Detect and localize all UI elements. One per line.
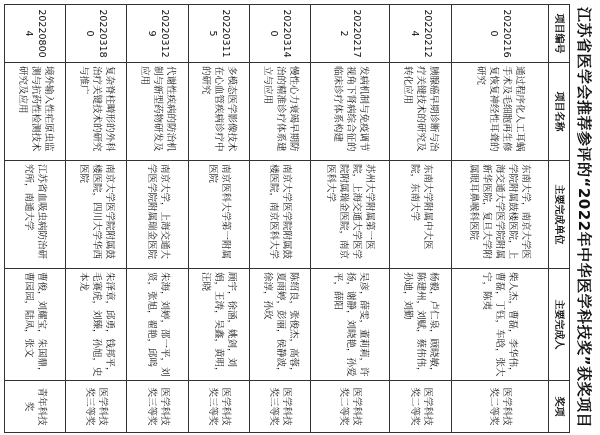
project-id: 202202160 bbox=[451, 5, 548, 63]
header-project-name: 项目名称 bbox=[549, 63, 570, 161]
award-level: 医学科技奖三等奖 bbox=[188, 381, 249, 433]
table-row bbox=[249, 5, 310, 433]
project-id: 202203140 bbox=[249, 5, 310, 63]
table-row bbox=[451, 5, 548, 433]
header-units: 主要完成单位 bbox=[549, 161, 570, 269]
award-level: 医学科技奖三等奖 bbox=[249, 381, 310, 433]
table-row bbox=[127, 5, 188, 433]
header-project-id: 项目编号 bbox=[549, 5, 570, 63]
main-people: 朱泽章，邱勇，钱邦平，毛赛虎，刘臻，孙旭，史本龙 bbox=[66, 269, 127, 381]
main-units: 江苏省血吸虫病防治研究所，南通大学 bbox=[5, 161, 66, 269]
project-name: 代谢性疾病的防治机制与新型药物研发及应用 bbox=[127, 63, 188, 161]
main-people: 顾宇，徐涵，姚剑，刘娟，王涛，吴鑫，黄明，汪晓 bbox=[188, 269, 249, 381]
project-name: 复杂脊柱畸形的外科治疗关键技术的研究与推广 bbox=[66, 63, 127, 161]
main-units: 东南大学附属中大医院，东南大学 bbox=[390, 161, 451, 269]
award-level: 青年科技奖 bbox=[5, 381, 66, 433]
main-units: 南京医科大学第一附属医院 bbox=[188, 161, 249, 269]
main-units: 南京大学医学院附属鼓楼医院，南京医科大学 bbox=[249, 161, 310, 269]
project-id: 202202124 bbox=[390, 5, 451, 63]
main-people: 曹俊，刘耀宝，朱国鼎，曹园园，陆凤，张文 bbox=[5, 269, 66, 381]
main-units: 苏州大学附属第一医院，上海交通大学医学院附属瑞金医院，南京医科大学 bbox=[311, 161, 390, 269]
project-name: 境外输入性疟原虫监测与抗药性检测技术研究及应用 bbox=[5, 63, 66, 161]
main-units: 南京大学医学院附属鼓楼医院，四川大学华西医院 bbox=[66, 161, 127, 269]
main-people: 朱海，刘婷，邵一平，刘贤，张旭，翟艳，邱鸣 bbox=[127, 269, 188, 381]
project-name: 慢性心力衰竭早期防治的精准诊疗体系建立与应用 bbox=[249, 63, 310, 161]
project-id: 202203180 bbox=[66, 5, 127, 63]
award-level: 医学科技奖三等奖 bbox=[127, 381, 188, 433]
table-row bbox=[188, 5, 249, 433]
award-level: 医学科技奖三等奖 bbox=[66, 381, 127, 433]
table-row bbox=[66, 5, 127, 433]
award-level: 医学科技奖二等奖 bbox=[451, 381, 548, 433]
document-title: 江苏省医学会推荐参评的“2022年中华医学科技奖”获奖项目 bbox=[575, 7, 594, 428]
main-people: 柴人杰，曹磊，李华伟，曹磊，丁钰，车晗，张大宁，陈夷 bbox=[451, 269, 548, 381]
award-level: 医学科技奖二等奖 bbox=[311, 381, 390, 433]
table-row bbox=[390, 5, 451, 433]
project-id: 202203129 bbox=[127, 5, 188, 63]
main-people: 陈绍良，张俊杰，高蓉，夏雨婷，彭丽，侯静波，徐淳，孙玫 bbox=[249, 269, 310, 381]
header-people: 主要完成人 bbox=[549, 269, 570, 381]
project-id: 202203115 bbox=[188, 5, 249, 63]
main-people: 杨毅，卢仁泉，顾晓敏，陈建州，刘赋，蔡伟伟，孙迪，刘勤 bbox=[390, 269, 451, 381]
project-id: 202208004 bbox=[5, 5, 66, 63]
header-award: 奖项 bbox=[549, 381, 570, 433]
project-name: 多模态医学影像技术在心血管疾病诊疗中的研究 bbox=[188, 63, 249, 161]
main-units: 南京大学，上海交通大学医学院附属瑞金医院 bbox=[127, 161, 188, 269]
project-id: 202202172 bbox=[311, 5, 390, 63]
main-people: 吴彦，薛雯，董莉莉，许扬，谢静，刘晓艳，孙爱平，薛阳 bbox=[311, 269, 390, 381]
table-header-row bbox=[549, 5, 570, 433]
table-row bbox=[5, 5, 66, 433]
project-name: 胰腺癌早期诊断与治疗关键技术的研究及转化应用 bbox=[390, 63, 451, 161]
table-row bbox=[311, 5, 390, 433]
project-name: 通过程序化人工耳蜗手术及毛细胞再生修复恢复神经性耳聋的研究 bbox=[451, 63, 548, 161]
award-level: 医学科技奖二等奖 bbox=[390, 381, 451, 433]
main-units: 东南大学，南京大学医学院附属鼓楼医院，上海交通大学医学院附属新华医院，复旦大学附属眼耳鼻喉科医院 bbox=[451, 161, 548, 269]
awards-table bbox=[4, 4, 570, 433]
project-name: 发病机制与免疫调节视角下肾病综合征的临床诊疗体系构建 bbox=[311, 63, 390, 161]
